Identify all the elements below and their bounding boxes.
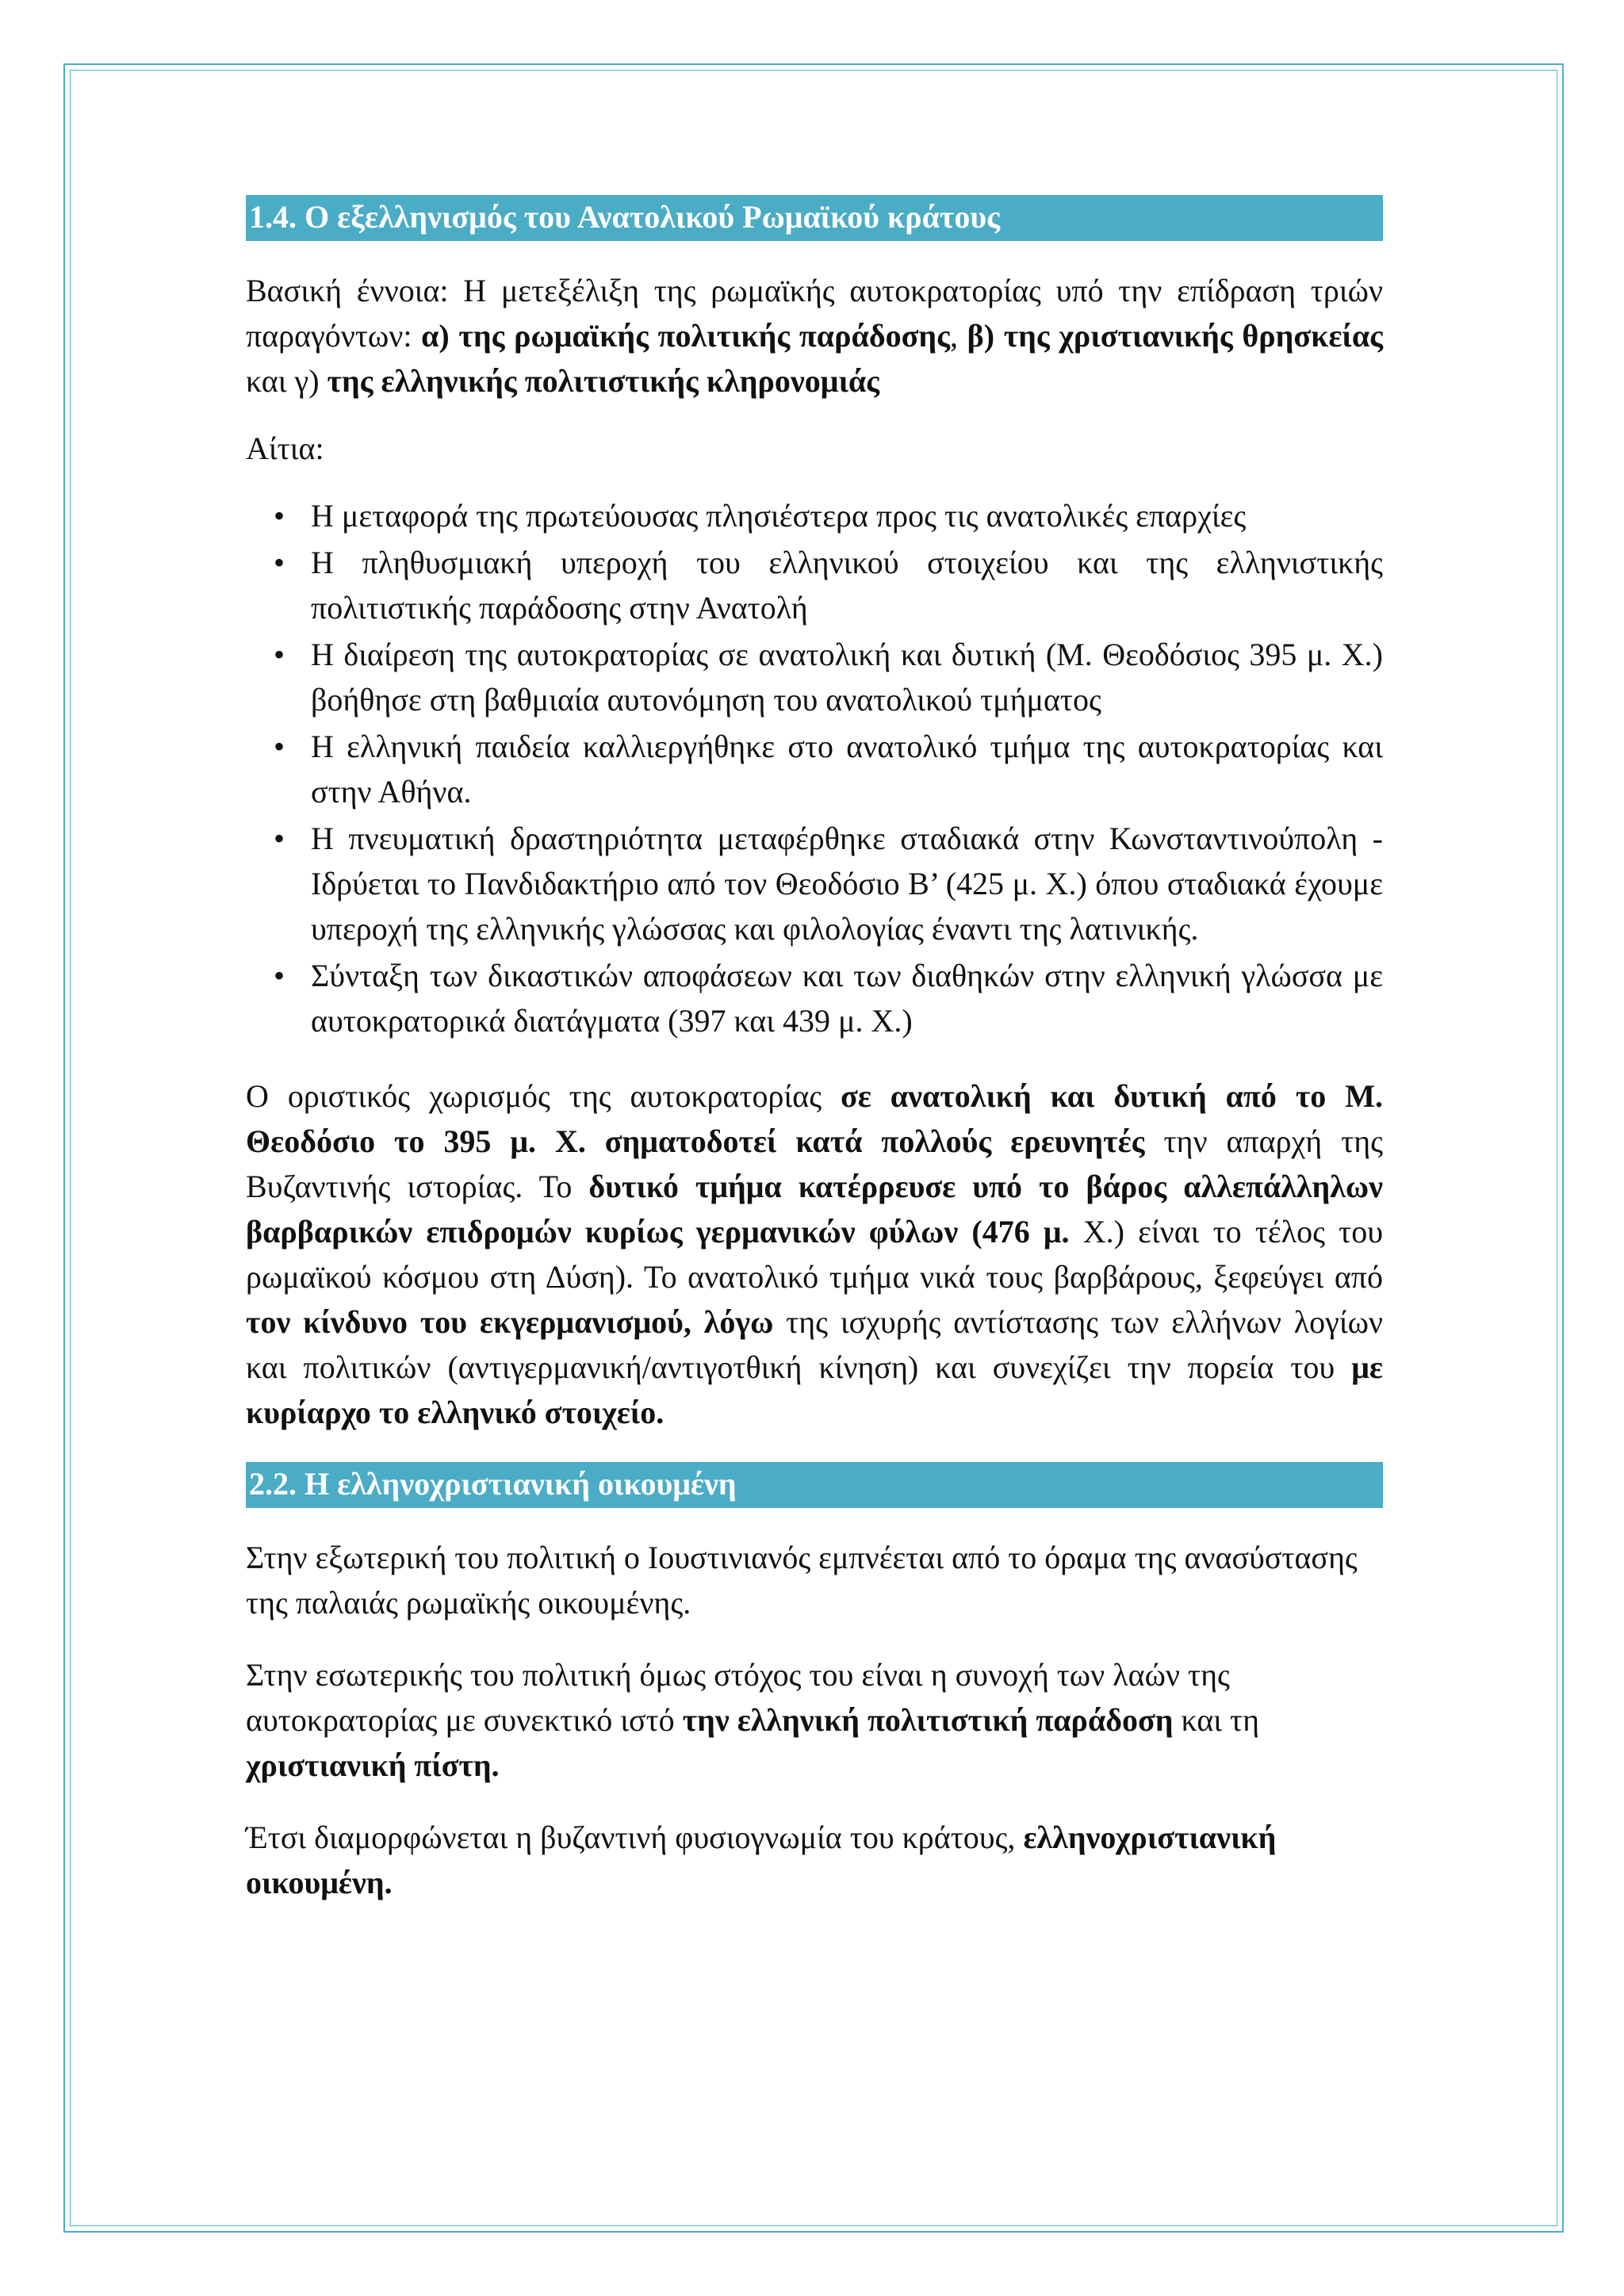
bold-text-run: ελληνοχριστιανική οικουμένη. <box>246 1820 1277 1900</box>
bold-text-run: τον κίνδυνο του εκγερμανισμού, λόγω <box>246 1304 774 1340</box>
text-run: Στην εσωτερικής του πολιτική όμως στόχος του είναι η συνοχή των λαών της αυτοκρατορίας με συνεκτικό ιστό <box>246 1657 1230 1738</box>
list-item-text: Η μεταφορά της πρωτεύουσας πλησιέστερα προς τις ανατολικές επαρχίες <box>311 498 1247 534</box>
list-item <box>246 632 1383 722</box>
conclusion-paragraph <box>246 1073 1383 1435</box>
text-run: Χ.) είναι το τέλος του ρωμαϊκού κόσμου στη Δύση). Το ανατολικό τμήμα νικά τους βαρβάρους, ξεφεύγει από <box>246 1214 1383 1295</box>
bold-text-run: με κυρίαρχο το ελληνικό στοιχείο. <box>246 1349 1383 1430</box>
text-run: Στην εξωτερική του πολιτική ο Ιουστινιανός εμπνέεται από το όραμα της ανασύστασης της παλαιάς ρωμαϊκής οικουμένης. <box>246 1540 1358 1621</box>
internal-policy-paragraph <box>246 1652 1383 1788</box>
bold-text-run: β) της χριστιανικής θρησκείας <box>967 318 1384 354</box>
list-item <box>246 493 1383 538</box>
list-item-text: Η διαίρεση της αυτοκρατορίας σε ανατολική και δυτική (Μ. Θεοδόσιος 395 μ. Χ.) βοήθησε στη βαθμιαία αυτονόμηση του ανατολικού τμήματος <box>311 637 1383 718</box>
bullet-icon: • <box>273 821 285 856</box>
bullet-icon: • <box>273 729 285 764</box>
list-item-text: Η ελληνική παιδεία καλλιεργήθηκε στο ανατολικό τμήμα της αυτοκρατορίας και στην Αθήνα. <box>311 729 1383 809</box>
document-body <box>246 195 1383 1905</box>
list-item <box>246 724 1383 814</box>
list-item <box>246 816 1383 951</box>
list-item <box>246 540 1383 630</box>
bold-text-run: σε ανατολική και δυτική από το Μ. Θεοδόσιο το 395 μ. Χ. σηματοδοτεί κατά πολλούς ερευνητές <box>246 1078 1383 1159</box>
bold-text-run: α) της ρωμαϊκής πολιτικής παράδοσης <box>421 318 950 354</box>
text-run: Έτσι διαμορφώνεται η βυζαντινή φυσιογνωμία του κράτους, <box>246 1820 1024 1855</box>
external-policy-paragraph <box>246 1535 1383 1625</box>
section-heading-2: 2.2. Η ελληνοχριστιανική οικουμένη <box>246 1462 1383 1508</box>
text-run: και τη <box>1173 1702 1260 1738</box>
bold-text-run: δυτικό τμήμα κατέρρευσε υπό το βάρος αλλεπάλληλων βαρβαρικών επιδρομών κυρίως γερμανικών φύλων (476 μ. <box>246 1169 1383 1249</box>
text-run: , <box>949 318 967 354</box>
section-heading-1: 1.4. Ο εξελληνισμός του Ανατολικού Ρωμαϊκού κράτους <box>246 195 1383 241</box>
causes-label: Αίτια: <box>246 430 324 466</box>
causes-list <box>246 493 1383 1043</box>
list-item <box>246 953 1383 1043</box>
text-run: της ισχυρής αντίστασης των ελλήνων λογίων και πολιτικών (αντιγερμανική/αντιγοτθική κίνηση) και συνεχίζει την πορεία του <box>246 1304 1383 1385</box>
bullet-icon: • <box>273 637 285 672</box>
list-item-text: Σύνταξη των δικαστικών αποφάσεων και των διαθηκών στην ελληνική γλώσσα με αυτοκρατορικά διατάγματα (397 και 439 μ. Χ.) <box>311 958 1383 1039</box>
bullet-icon: • <box>273 545 285 580</box>
list-item-text: Η πνευματική δραστηριότητα μεταφέρθηκε σταδιακά στην Κωνσταντινούπολη - Ιδρύεται το Πανδιδακτήριο από τον Θεοδόσιο Β’ (425 μ. Χ.) όπου σταδιακά έχουμε υπεροχή της ελληνικής γλώσσας και φιλολογίας έναντι της λατινικής. <box>311 821 1383 947</box>
list-item-text: Η πληθυσμιακή υπεροχή του ελληνικού στοιχείου και της ελληνιστικής πολιτιστικής παράδοσης στην Ανατολή <box>311 545 1383 626</box>
text-run: και γ) <box>246 363 327 399</box>
bold-text-run: χριστιανική πίστη. <box>246 1747 500 1783</box>
text-run: την απαρχή της Βυζαντινής ιστορίας. Το <box>246 1123 1383 1204</box>
summary-paragraph <box>246 1815 1383 1905</box>
bold-text-run: την ελληνική πολιτιστική παράδοση <box>682 1702 1174 1738</box>
text-run: Βασική έννοια: Η μετεξέλιξη της ρωμαϊκής αυτοκρατορίας υπό την επίδραση τριών παραγόντων: <box>246 273 1383 354</box>
bullet-icon: • <box>273 958 285 993</box>
bullet-icon: • <box>273 498 285 534</box>
concept-paragraph <box>246 268 1383 404</box>
text-run: Ο οριστικός χωρισμός της αυτοκρατορίας <box>246 1078 841 1114</box>
bold-text-run: της ελληνικής πολιτιστικής κληρονομιάς <box>327 363 880 399</box>
